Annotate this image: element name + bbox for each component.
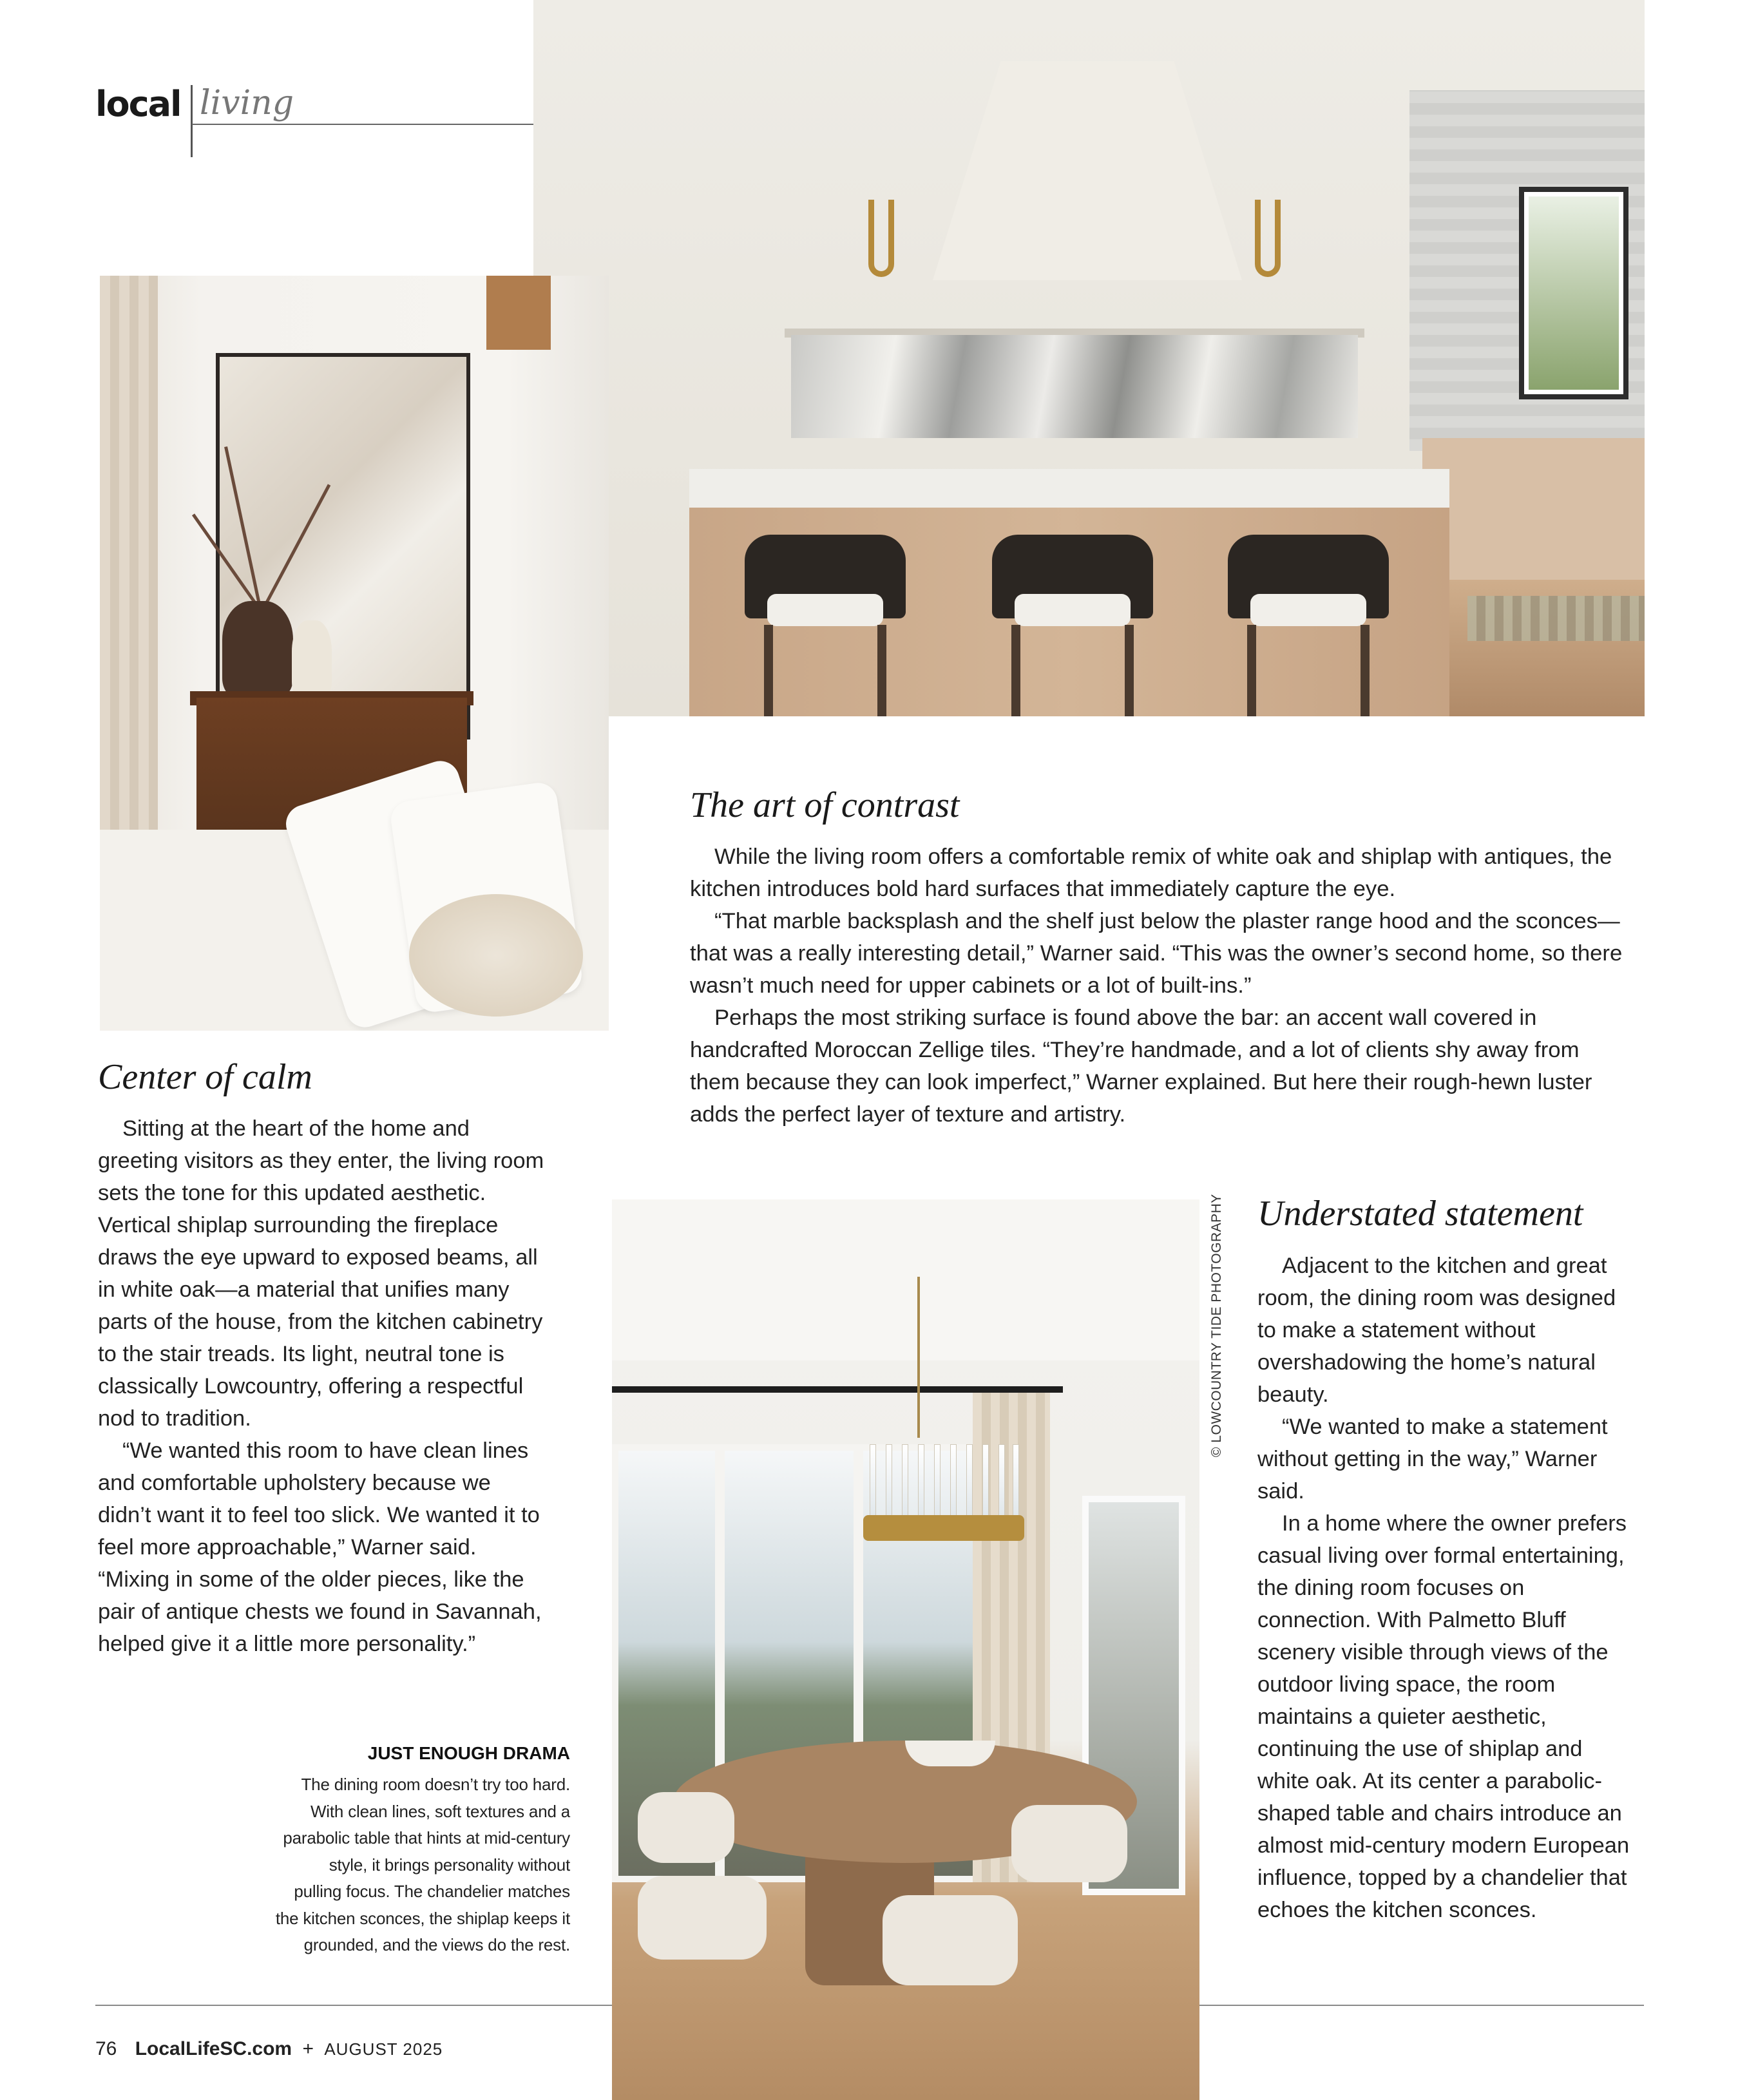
living-paragraph: “We wanted this room to have clean lines and comfortable upholstery because we didn’t want it to feel too slick. We wanted it to feel more approachable,” Warner said. “Mixing in some of the older pieces, like the pair of antique chests we found in Savannah, helped give it a little more personality.” bbox=[98, 1438, 542, 1656]
page-footer bbox=[95, 2038, 443, 2060]
photo-credit bbox=[1208, 1194, 1225, 1457]
bar-stool bbox=[992, 535, 1153, 716]
footer-separator: + bbox=[302, 2038, 314, 2059]
white-bowl bbox=[905, 1741, 995, 1766]
living-headline: Center of calm bbox=[98, 1057, 312, 1097]
dark-vase bbox=[222, 601, 293, 698]
bar-stool bbox=[745, 535, 906, 716]
kitchen-paragraph: “That marble backsplash and the shelf just below the plaster range hood and the sconces—that was a really interesting detail,” Warner said. “This was the owner’s second home, so there wasn’t much need for upper cabinets or a lot of built-ins.” bbox=[690, 909, 1623, 998]
footer-rule bbox=[95, 2005, 612, 2006]
footer-rule bbox=[1199, 2005, 1644, 2006]
dining-chair bbox=[883, 1895, 1018, 1985]
dining-chair bbox=[638, 1792, 734, 1863]
kitchen-body bbox=[690, 841, 1630, 1131]
caption-line: The dining room doesn’t try too hard. bbox=[301, 1775, 570, 1794]
caption-line: With clean lines, soft textures and a bbox=[310, 1801, 570, 1821]
window-view bbox=[1529, 196, 1619, 390]
living-room-photo bbox=[100, 276, 609, 1031]
oak-beam bbox=[486, 276, 551, 350]
dining-chair bbox=[638, 1876, 767, 1960]
kitchen-paragraph: Perhaps the most striking surface is found above the bar: an accent wall covered in handcrafted Moroccan Zellige tiles. “They’re handmade, and a lot of clients shy away from them because they can look imperfect,” Warner explained. But here their rough-hewn luster adds the perfect layer of texture and artistry. bbox=[690, 1006, 1592, 1127]
kitchen-rug bbox=[1467, 596, 1645, 641]
living-paragraph: Sitting at the heart of the home and greeting visitors as they enter, the living room sets the tone for this updated aesthetic. Vertical shiplap surrounding the fireplace draws the eye upward to exposed beams, all in white oak—a material that unifies many parts of the house, from the kitchen cabinetry to the stair treads. Its light, neutral tone is classically Lowcountry, offering a respectful nod to tradition. bbox=[98, 1116, 544, 1431]
curtain-rod bbox=[612, 1386, 1063, 1393]
marble-backsplash bbox=[791, 335, 1358, 438]
page-number: 76 bbox=[95, 2038, 117, 2059]
site-link[interactable]: LocalLifeSC.com bbox=[135, 2038, 292, 2059]
chandelier-rod bbox=[917, 1277, 920, 1438]
dining-paragraph: In a home where the owner prefers casual living over formal entertaining, the dining room focuses on connection. With Palmetto Bluff scenery visible through views of the outdoor living space, the room maintains a quieter aesthetic, continuing the use of shiplap and white oak. At its center a parabolic-shaped table and chairs introduce an almost mid-century modern European influence, topped by a chandelier that echoes the kitchen sconces. bbox=[1257, 1511, 1630, 1922]
caption-line: style, it brings personality without bbox=[329, 1855, 570, 1875]
kitchen-paragraph: While the living room offers a comfortable remix of white oak and shiplap with antiques, the kitchen introduces bold hard surfaces that immediately capture the eye. bbox=[690, 845, 1612, 901]
section-masthead bbox=[95, 84, 533, 161]
dining-headline: Understated statement bbox=[1257, 1194, 1583, 1234]
range-hood bbox=[933, 61, 1242, 280]
white-vase bbox=[292, 620, 332, 698]
masthead-divider bbox=[191, 85, 193, 157]
island-countertop bbox=[689, 469, 1449, 508]
dining-room-photo bbox=[612, 1199, 1199, 2100]
crystal-chandelier bbox=[863, 1418, 1024, 1547]
base-cabinets bbox=[1422, 438, 1645, 586]
caption-line: the kitchen sconces, the shiplap keeps it bbox=[275, 1908, 570, 1928]
brass-sconce-left bbox=[868, 200, 894, 277]
masthead-local: local bbox=[95, 84, 181, 124]
ceiling bbox=[612, 1199, 1199, 1360]
fur-pillow bbox=[409, 894, 583, 1017]
dining-paragraph: “We wanted to make a statement without getting in the way,” Warner said. bbox=[1257, 1415, 1608, 1503]
issue-date: AUGUST 2025 bbox=[324, 2039, 443, 2059]
kitchen-headline: The art of contrast bbox=[690, 785, 960, 825]
dining-paragraph: Adjacent to the kitchen and great room, the dining room was designed to make a statement without overshadowing the home’s natural beauty. bbox=[1257, 1254, 1616, 1407]
caption-line: grounded, and the views do the rest. bbox=[303, 1935, 570, 1954]
dining-chair bbox=[1011, 1805, 1127, 1882]
photo-credit-text: © LOWCOUNTRY TIDE PHOTOGRAPHY bbox=[1209, 1194, 1224, 1457]
masthead-rule bbox=[192, 124, 533, 125]
photo-caption bbox=[193, 1771, 570, 1959]
brass-sconce-right bbox=[1255, 200, 1281, 277]
caption-line: parabolic table that hints at mid-century bbox=[283, 1828, 570, 1847]
dining-body bbox=[1257, 1250, 1638, 1926]
bar-stool bbox=[1228, 535, 1389, 716]
caption-heading: JUST ENOUGH DRAMA bbox=[367, 1743, 570, 1763]
living-body bbox=[98, 1112, 549, 1660]
caption-line: pulling focus. The chandelier matches bbox=[294, 1882, 570, 1901]
masthead-living: living bbox=[200, 84, 294, 122]
kitchen-photo bbox=[533, 0, 1645, 716]
